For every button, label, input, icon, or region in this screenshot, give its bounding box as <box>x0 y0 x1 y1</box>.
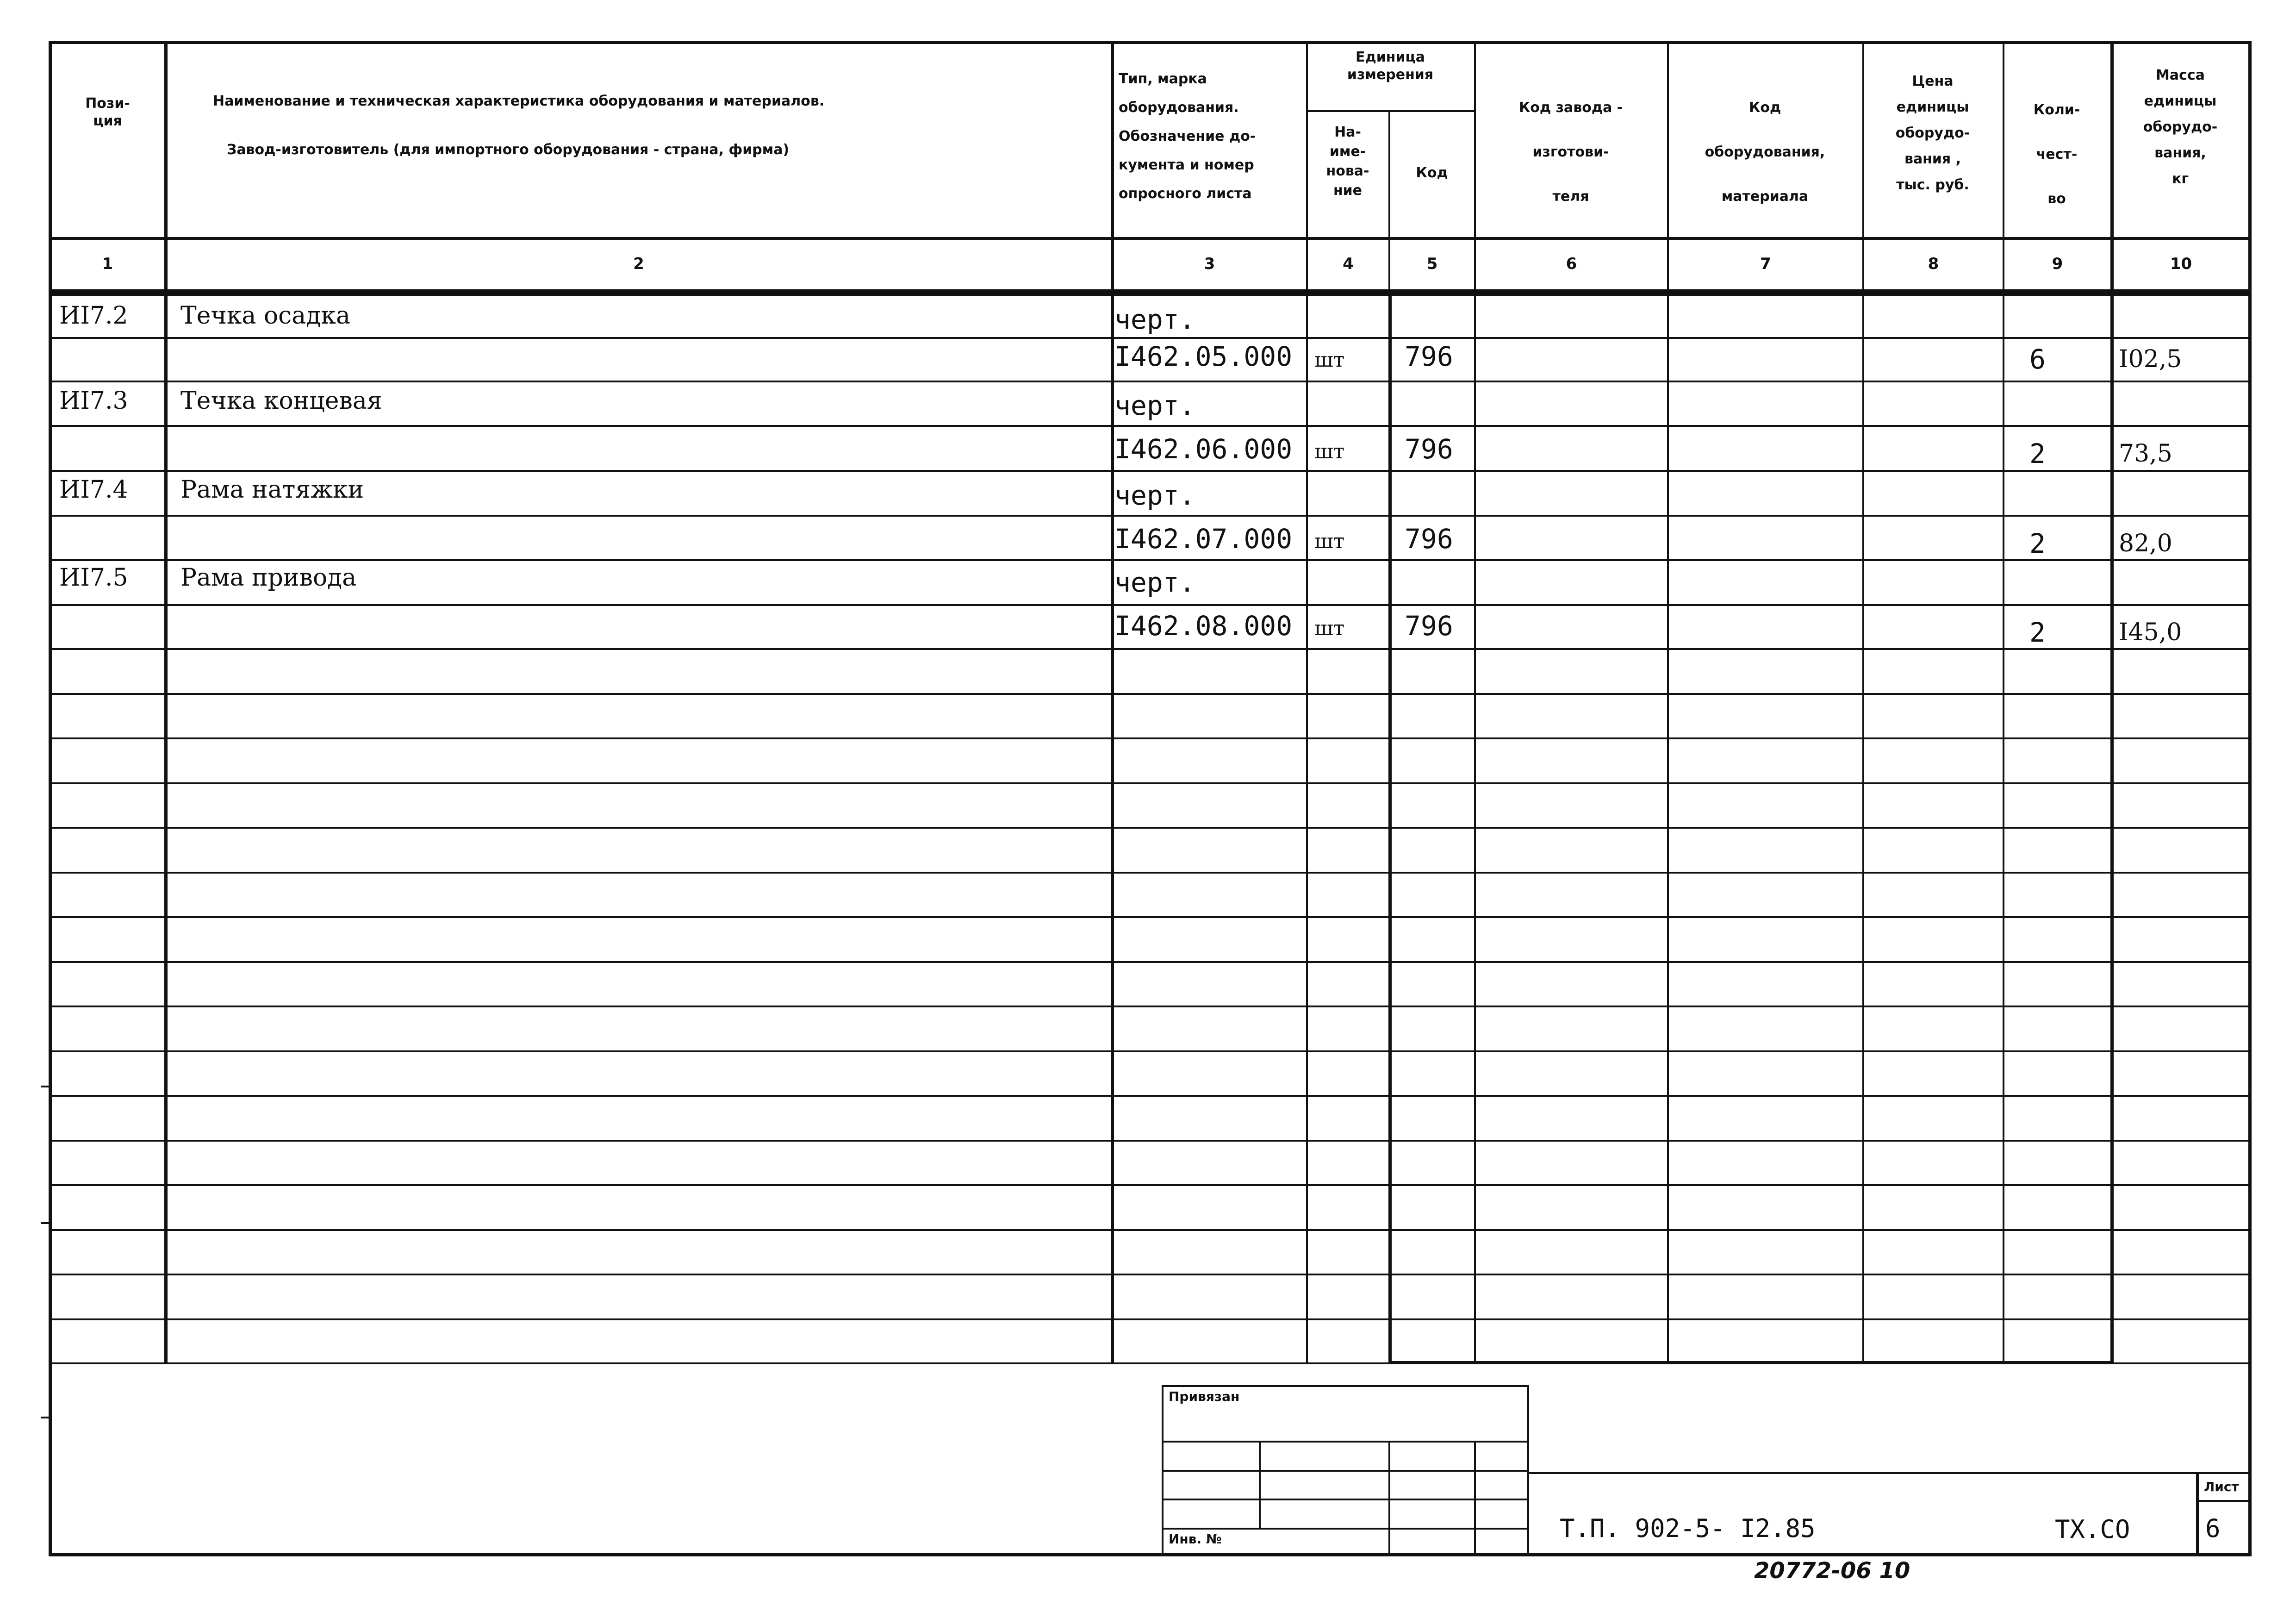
header-type-doc: Тип, марка оборудования. Обозначение до- кумента и номер опросного листа <box>1119 71 1256 202</box>
row2-unit: шт <box>1314 440 1345 463</box>
header-name-line1: Наименование и техническая характеристика оборудования и материалов. <box>213 93 825 109</box>
row3-unit-code: 796 <box>1405 523 1453 555</box>
document-code: Т.П. 902-5- I2.85 <box>1560 1514 1816 1543</box>
row2-position: ИI7.3 <box>59 387 128 415</box>
column-number-2: 2 <box>633 255 644 273</box>
row3-quantity: 2 <box>2029 528 2046 559</box>
header-equipment-code: Код оборудования, материала <box>1705 100 1825 205</box>
row1-position: ИI7.2 <box>59 302 128 330</box>
row3-unit: шт <box>1314 530 1345 553</box>
section-code: ТХ.СО <box>2055 1515 2130 1544</box>
row1-mass: I02,5 <box>2119 345 2182 373</box>
row4-quantity: 2 <box>2029 617 2046 648</box>
row3-doc-number: I462.07.000 <box>1114 523 1293 555</box>
row2-mass: 73,5 <box>2119 440 2172 468</box>
linked-label: Привязан <box>1169 1389 1240 1404</box>
row2-quantity: 2 <box>2029 438 2046 469</box>
row1-unit: шт <box>1314 348 1345 372</box>
column-number-4: 4 <box>1343 255 1354 273</box>
row1-name: Течка осадка <box>180 302 350 330</box>
header-name-line2: Завод-изготовитель (для импортного оборудования - страна, фирма) <box>227 142 790 158</box>
row4-name: Рама привода <box>180 564 357 592</box>
column-number-7: 7 <box>1760 255 1771 273</box>
header-unit-name: На- име- нова- ние <box>1326 124 1369 199</box>
row1-unit-code: 796 <box>1405 341 1453 372</box>
row4-unit: шт <box>1314 617 1345 640</box>
row3-position: ИI7.4 <box>59 476 128 504</box>
row1-doc-prefix: черт. <box>1114 304 1195 335</box>
row2-unit-code: 796 <box>1405 433 1453 465</box>
column-number-3: 3 <box>1204 255 1215 273</box>
row3-mass: 82,0 <box>2119 530 2172 557</box>
row2-doc-number: I462.06.000 <box>1114 433 1293 465</box>
column-number-9: 9 <box>2052 255 2063 273</box>
archive-number: 20772-06 10 <box>1754 1558 1910 1584</box>
header-mass: Масса единицы оборудо- вания, кг <box>2143 67 2218 187</box>
row4-doc-number: I462.08.000 <box>1114 610 1293 642</box>
row4-doc-prefix: черт. <box>1114 567 1195 598</box>
row3-doc-prefix: черт. <box>1114 480 1195 511</box>
sheet-number: 6 <box>2205 1514 2221 1543</box>
header-price: Цена единицы оборудо- вания , тыс. руб. <box>1895 73 1970 193</box>
row3-name: Рама натяжки <box>180 476 364 504</box>
column-number-8: 8 <box>1928 255 1939 273</box>
column-number-5: 5 <box>1426 255 1438 273</box>
header-unit-code: Код <box>1416 165 1448 181</box>
row4-unit-code: 796 <box>1405 610 1453 642</box>
row1-quantity: 6 <box>2029 344 2046 375</box>
inventory-label: Инв. № <box>1169 1531 1222 1547</box>
row2-doc-prefix: черт. <box>1114 390 1195 421</box>
sheet-label: Лист <box>2204 1479 2239 1494</box>
header-unit-group: Единица измерения <box>1347 49 1434 83</box>
header-quantity: Коли- чест- во <box>2033 102 2080 207</box>
column-number-1: 1 <box>102 255 113 273</box>
row4-mass: I45,0 <box>2119 618 2182 646</box>
column-number-10: 10 <box>2170 255 2192 273</box>
row4-position: ИI7.5 <box>59 564 128 592</box>
column-number-6: 6 <box>1566 255 1577 273</box>
row2-name: Течка концевая <box>180 387 382 415</box>
header-factory-code: Код завода - изготови- теля <box>1518 100 1623 205</box>
row1-doc-number: I462.05.000 <box>1114 341 1293 372</box>
header-position: Пози- ция <box>85 95 130 129</box>
